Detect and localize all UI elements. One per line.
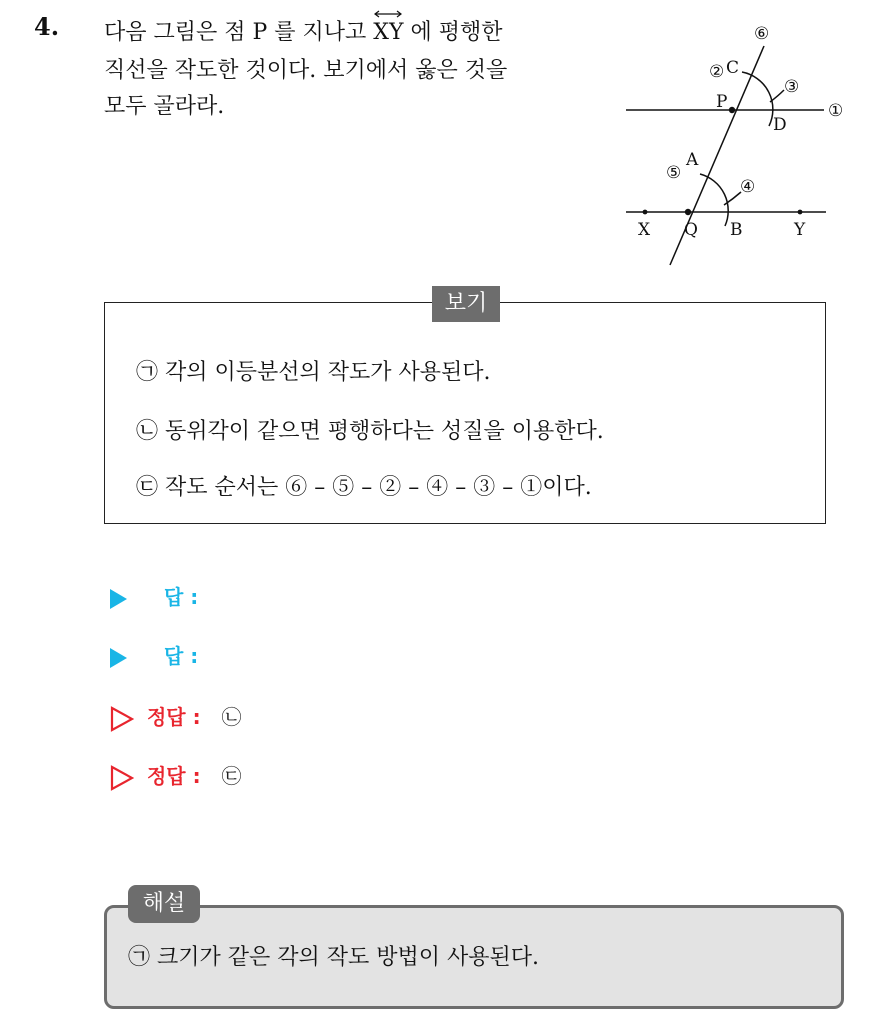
label-step-3: ③: [784, 77, 800, 97]
play-triangle-icon: [110, 589, 127, 609]
label-step-2: ②: [709, 62, 725, 82]
label-step-6: ⑥: [754, 24, 770, 44]
correct-answer-value: ㉢: [221, 764, 242, 788]
label-step-5: ⑤: [666, 163, 682, 183]
construction-figure: [620, 18, 860, 268]
outline-triangle-icon: [110, 765, 134, 791]
bogi-item-2: ㉡ 동위각이 같으면 평행하다는 성질을 이용한다.: [136, 419, 604, 444]
label-c: C: [726, 58, 740, 78]
answer-label: 답 :: [163, 585, 199, 609]
label-p: P: [716, 92, 728, 112]
correct-answer-row-1: [110, 701, 242, 732]
question-line-1-suffix: 에 평행한: [410, 20, 503, 45]
label-step-4: ④: [740, 177, 756, 197]
label-a: A: [686, 150, 699, 170]
correct-answer-label: 정답 :: [146, 705, 201, 729]
label-d: D: [773, 115, 787, 135]
answer-label: 답 :: [163, 644, 199, 668]
question-line-1: [104, 18, 503, 48]
point-p: [729, 107, 735, 113]
answer-row-2: [110, 640, 198, 669]
arc-3: [770, 90, 784, 102]
label-step-1: ①: [828, 101, 844, 121]
play-triangle-icon: [110, 648, 127, 668]
question-line-3: 모두 골라라.: [104, 94, 225, 119]
question-line-1-prefix: 다음 그림은 점 P 를 지나고: [104, 20, 367, 45]
point-x: [643, 210, 648, 215]
line-xy-notation: XY: [373, 18, 403, 48]
label-q: Q: [684, 220, 698, 240]
correct-answer-row-2: [110, 760, 242, 791]
outline-triangle-icon: [110, 706, 134, 732]
explanation-label: 해설: [128, 885, 200, 923]
label-x: X: [638, 220, 651, 240]
point-y: [798, 210, 803, 215]
correct-answer-label: 정답 :: [146, 764, 201, 788]
correct-answer-value: ㉡: [221, 705, 242, 729]
bogi-item-3: ㉢ 작도 순서는 ⑥ – ⑤ – ② – ④ – ③ – ①이다.: [136, 475, 592, 500]
bogi-label: 보기: [432, 286, 500, 322]
point-q: [685, 209, 691, 215]
label-b: B: [730, 220, 743, 240]
double-arrow-icon: [373, 10, 403, 18]
bogi-item-1: ㉠ 각의 이등분선의 작도가 사용된다.: [136, 360, 491, 385]
label-y: Y: [794, 220, 806, 240]
question-line-2: 직선을 작도한 것이다. 보기에서 옳은 것을: [104, 58, 508, 83]
answer-row-1: [110, 581, 198, 610]
arc-at-q: [700, 174, 728, 226]
arc-at-p: [742, 72, 773, 126]
explanation-text: ㉠ 크기가 같은 각의 작도 방법이 사용된다.: [128, 945, 539, 970]
question-number: 4.: [34, 12, 60, 41]
